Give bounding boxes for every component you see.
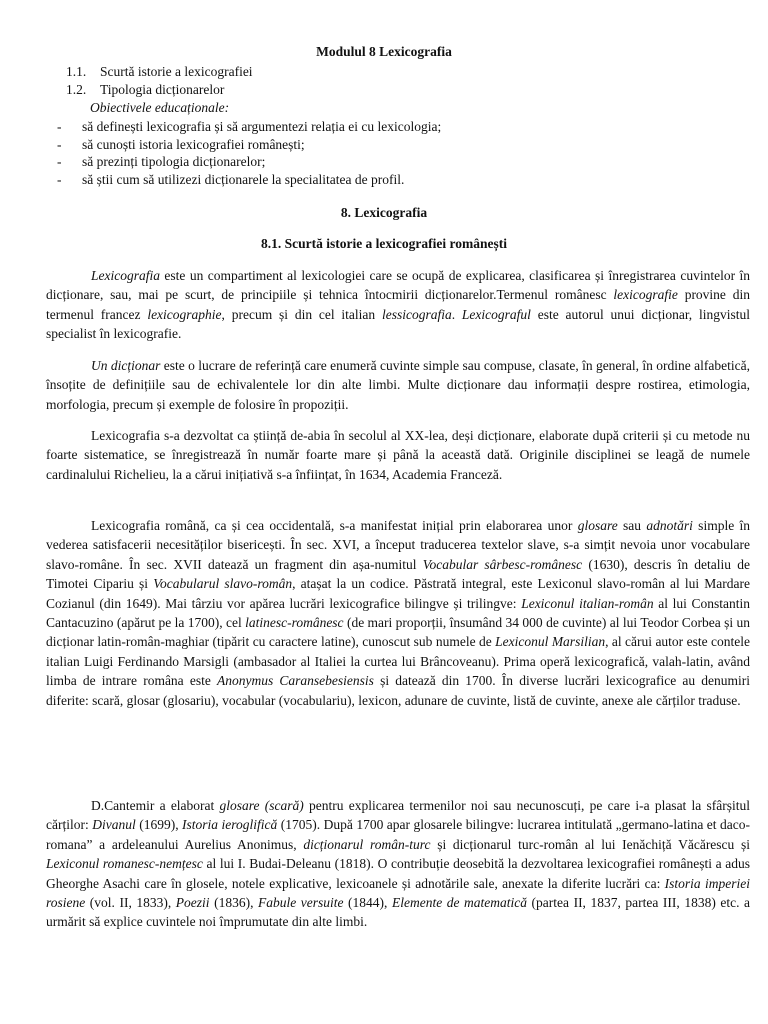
italic-term: Vocabular sârbesc-românesc [422, 556, 583, 572]
objective-item: - să cunoști istoria lexicografiei românești; [57, 136, 305, 152]
text-run: (1836), [209, 895, 258, 911]
italic-term: Lexiconul Marsilian [495, 634, 606, 650]
text-run: Lexicografia s-a dezvoltat ca știință de-abia în secolul al XX-lea, deși dicționare, elaborate după criterii și cu metode nu foarte sistematice, se înregistrează în număr foarte mare și până la această dată. Originile disciplinei se leagă de numele cardinalului Richelieu, la a cărui inițiativă s-a înființat, în 1634, Academia Franceză. [46, 428, 750, 482]
italic-term: Lexicograful [461, 306, 531, 322]
text-run: (vol. II, 1833), [85, 895, 176, 911]
objective-item: - să prezinți tipologia dicționarelor; [57, 154, 266, 170]
text-run: simple în vederea satisfacerii necesităților bisericești. În sec. XVI, a început traducerea textelor slave, s-a simțit nevoia unor vocabulare slavo-române. În sec. XVII datează un fragment din așa-numitul [46, 518, 751, 572]
list-dash: - [57, 136, 62, 152]
objective-item: - să definești lexicografia și să argumentezi relația ei cu lexicologia; [57, 119, 442, 134]
text-run: D.Cantemir a elaborat [91, 798, 220, 813]
text-run: (1630), descris în detaliu de Timotei Cipariu și [46, 556, 750, 592]
italic-term: adnotări [646, 518, 693, 533]
italic-term: Un dicționar [91, 358, 161, 373]
module-title: Modulul 8 Lexicografia [316, 44, 452, 59]
text-run: (de mari proporții, însumând 34 000 de cuvinte) al lui Teodor Corbea și un dicționar latin-român-maghiar (tipărit cu caractere latine), cunoscut sub numele de [46, 615, 750, 650]
objectives-list [57, 118, 441, 188]
italic-term: latinesc-românesc [245, 615, 344, 631]
text-run: (partea II, 1837, partea III, 1838) etc. a urmărit să explice cuvintele noi împrumutate din alte limbi. [46, 895, 750, 930]
toc-item-number: 1.1. [66, 64, 87, 79]
paragraph [46, 356, 750, 414]
text-run: Lexicografia română, ca și cea occidentală, s-a manifestat inițial prin elaborarea unor [91, 518, 578, 533]
text-run: și dicționarul turc-român al lui Ienăchiță Văcărescu și [430, 836, 751, 852]
italic-term: Fabule versuite [257, 895, 344, 911]
italic-term: glosare [577, 518, 618, 533]
text-run: al lui I. Budai-Deleanu (1818). O contribuție deosebită la dezvoltarea lexicografiei românești a adus Gheorghe Asachi care în glosele, notele explicative, lexicoanele și adnotările sale, anexate la diferite lucrări ca: [46, 856, 751, 891]
toc-item-text: Scurtă istorie a lexicografiei [100, 64, 253, 79]
toc-item-number: 1.2. [66, 82, 87, 97]
text-run: sau [617, 518, 647, 533]
italic-term: Lexicografia [91, 268, 160, 283]
text-run: al lui Constantin Cantacuzino (apărut pe la 1700), cel [46, 595, 751, 631]
text-run: este un compartiment al lexicologiei care se ocupă de explicarea, clasificarea și înregistrarea cuvintelor în dicționare, sau, mai pe scurt, de principiile și tehnica întocmirii dicționarelor.Termenul românesc [46, 268, 750, 303]
italic-term: Lexiconul italian-român [521, 595, 654, 611]
text-run: (1844), [343, 895, 392, 911]
toc-item [66, 64, 253, 80]
italic-term: Istoria imperiei rosiene [46, 875, 750, 911]
italic-term: Vocabularul slavo-român [153, 576, 293, 592]
toc-item-text: Tipologia dicționarelor [100, 82, 225, 97]
text-run: , atașat la un codice. Păstrată integral, este Lexiconul slavo-român al lui Mardare Cozianul (din 1649). Mai târziu vor apărea lucrări lexicografice bilingve și trilingve: [46, 576, 750, 611]
objectives-heading: Obiectivele educaționale: [90, 100, 230, 115]
italic-term: Anonymus Caransebesiensis [217, 673, 374, 689]
chapter-title: 8. Lexicografia [340, 205, 428, 220]
text-run: , precum și din cel italian [221, 306, 382, 322]
text-run: (1699), [135, 817, 183, 833]
italic-term: dicționarul român-turc [303, 836, 431, 852]
toc-item [66, 82, 224, 98]
italic-term: glosare (scară) [219, 798, 304, 813]
text-run: este autorul unui dicționar, lingvistul specialist în lexicografie. [46, 306, 750, 342]
text-run: și datează din 1700. În diverse lucrări lexicografice au denumiri diferite: scară, glosar (glosariu), vocabular (vocabulariu), lexicon, adunare de cuvinte, listă de cuvinte, anexe ale cărților traduse. [46, 673, 750, 708]
text-run: este o lucrare de referință care enumeră cuvinte simple sau compuse, clasate, în general, în ordine alfabetică, însoțite de definițiile sau de echivalentele lor din alte limbi. Multe dicționare dau informații despre rostirea, etimologia, morfologia, precum și exemple de folosire în propoziții. [46, 358, 750, 412]
paragraph [46, 516, 750, 710]
list-dash: - [57, 171, 62, 187]
text-run: pentru explicarea termenilor noi sau necunoscuți, pe care i-a plasat la sfârșitul cărților: [46, 798, 751, 833]
list-dash: - [57, 119, 62, 134]
text-run: , al cărui autor este contele italian Luigi Ferdinando Marsigli (ambasador al Italiei la curtea lui Brâncoveanu). Prima operă lexicografică, valah-latin, având limba de intrare româna este [46, 634, 750, 689]
paragraph [46, 796, 750, 932]
italic-term: Elemente de matematică [391, 895, 528, 911]
objective-item: - să știi cum să utilizezi dicționarele la specialitatea de profil. [57, 171, 405, 187]
italic-term: Divanul [92, 817, 136, 833]
text-run: provine din termenul francez [46, 287, 750, 322]
paragraph [46, 426, 750, 484]
italic-term: lexicographie [147, 306, 222, 322]
paragraph [46, 266, 750, 344]
italic-term: Poezii [175, 895, 210, 911]
text-run: . [451, 306, 462, 322]
section-title: 8.1. Scurtă istorie a lexicografiei românești [260, 236, 508, 251]
italic-term: Lexiconul romanesc-nemțesc [46, 856, 203, 872]
italic-term: lexicografie [613, 287, 678, 303]
list-dash: - [57, 154, 62, 170]
text-run: (1705). După 1700 apar glosarele bilingve: lucrarea intitulată „germano-latina et daco-romana” a ardeleanului Aurelius Anonimus, [46, 817, 750, 852]
italic-term: lessicografia [381, 306, 452, 322]
italic-term: Istoria ieroglifică [182, 817, 278, 833]
